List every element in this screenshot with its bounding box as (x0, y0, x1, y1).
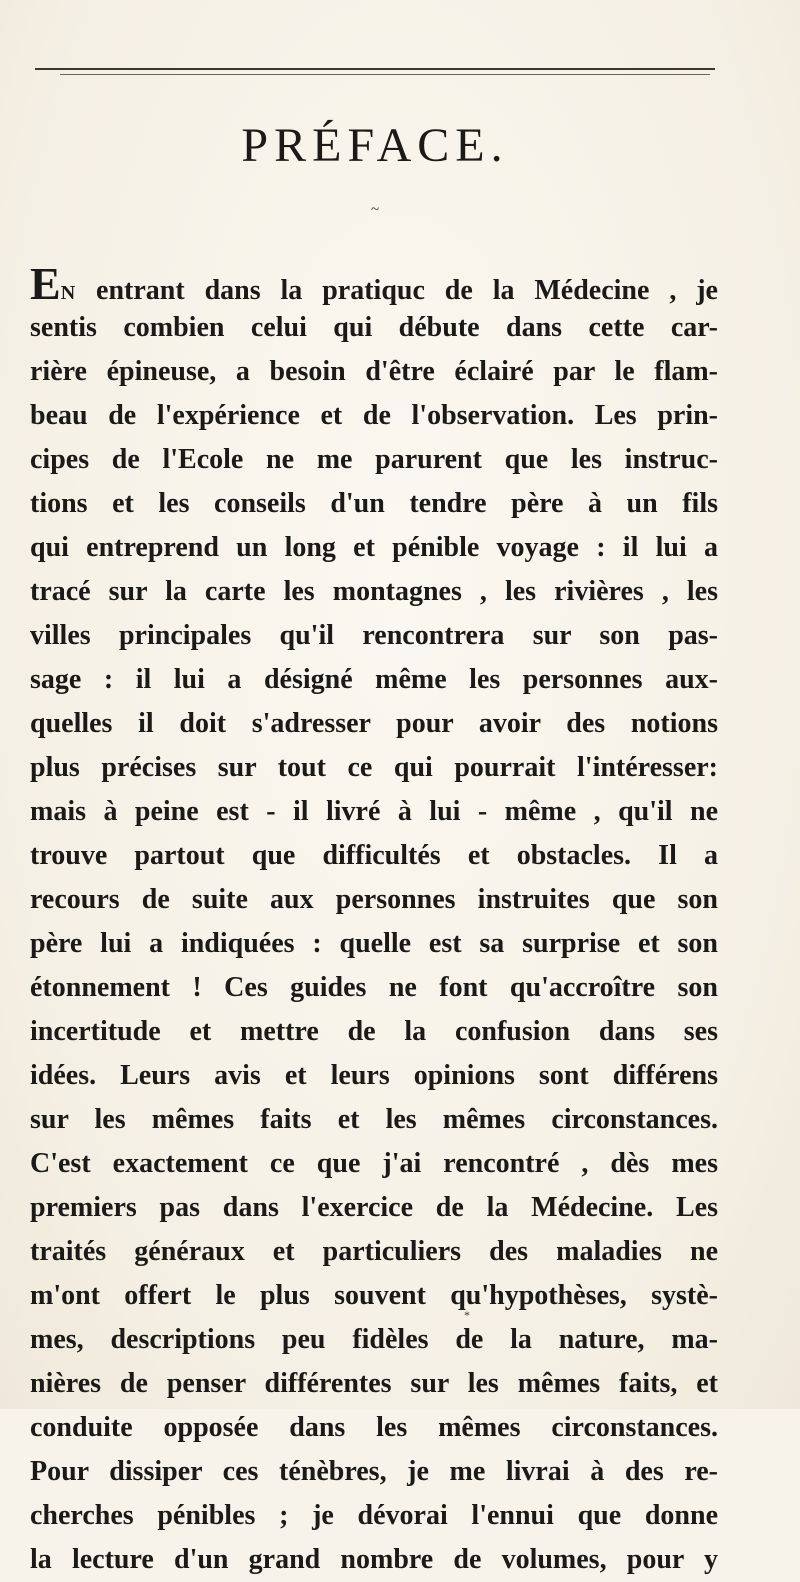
drop-cap-rest: N (60, 282, 77, 304)
text-line: quelles il doit s'adresser pour avoir des notions (30, 708, 718, 739)
text-line: idées. Leurs avis et leurs opinions sont différens (30, 1060, 718, 1091)
text-line: C'est exactement ce que j'ai rencontré , dès mes (30, 1148, 718, 1179)
header-rule-thick (35, 68, 715, 70)
text-line: mais à peine est - il livré à lui - même , qu'il ne (30, 796, 718, 827)
text-line: cherches pénibles ; je dévorai l'ennui que donne (30, 1500, 718, 1531)
text-line: qui entreprend un long et pénible voyage : il lui a (30, 532, 718, 563)
text-line: mes, descriptions peu fidèles de la nature, ma- (30, 1324, 718, 1355)
text-line: traités généraux et particuliers des maladies ne (30, 1236, 718, 1267)
text-line: recours de suite aux personnes instruites que son (30, 884, 718, 915)
text-line: tions et les conseils d'un tendre père à un fils (30, 488, 718, 519)
text-line: m'ont offert le plus souvent qu'hypothèses, systè- (30, 1280, 718, 1311)
text-line: nières de penser différentes sur les mêmes faits, et (30, 1368, 718, 1399)
text-line: père lui a indiquées : quelle est sa surprise et son (30, 928, 718, 959)
first-line (30, 258, 718, 309)
page-title: PRÉFACE. (241, 119, 509, 172)
text-line: conduite opposée dans les mêmes circonstances. (30, 1412, 718, 1443)
text-line: cipes de l'Ecole ne me parurent que les instruc- (30, 444, 718, 475)
drop-cap: E (30, 258, 61, 309)
text-line: rière épineuse, a besoin d'être éclairé par le flam- (30, 356, 718, 387)
header-rule-thin (60, 74, 710, 75)
preface-body (30, 258, 718, 1582)
text-line: sentis combien celui qui débute dans cette car- (30, 312, 718, 343)
text-line: tracé sur la carte les montagnes , les rivières , les (30, 576, 718, 607)
text-line: Pour dissiper ces ténèbres, je me livrai à des re- (30, 1456, 718, 1487)
ornament-flourish: ~ (370, 202, 380, 218)
text-line: incertitude et mettre de la confusion dans ses (30, 1016, 718, 1047)
text-line: sur les mêmes faits et les mêmes circonstances. (30, 1104, 718, 1135)
text-line: trouve partout que difficultés et obstacles. Il a (30, 840, 718, 871)
text-line: beau de l'expérience et de l'observation. Les prin- (30, 400, 718, 431)
text-line: villes principales qu'il rencontrera sur son pas- (30, 620, 718, 651)
footer-mark: * (464, 1308, 470, 1322)
body-lines (30, 306, 718, 1582)
text-line: étonnement ! Ces guides ne font qu'accroître son (30, 972, 718, 1003)
text-line: la lecture d'un grand nombre de volumes, pour y (30, 1544, 718, 1575)
text-line: plus précises sur tout ce qui pourrait l'intéresser: (30, 752, 718, 783)
first-line-text: entrant dans la pratiquc de la Médecine , je (76, 275, 718, 306)
text-line: sage : il lui a désigné même les personnes aux- (30, 664, 718, 695)
text-line: premiers pas dans l'exercice de la Médecine. Les (30, 1192, 718, 1223)
